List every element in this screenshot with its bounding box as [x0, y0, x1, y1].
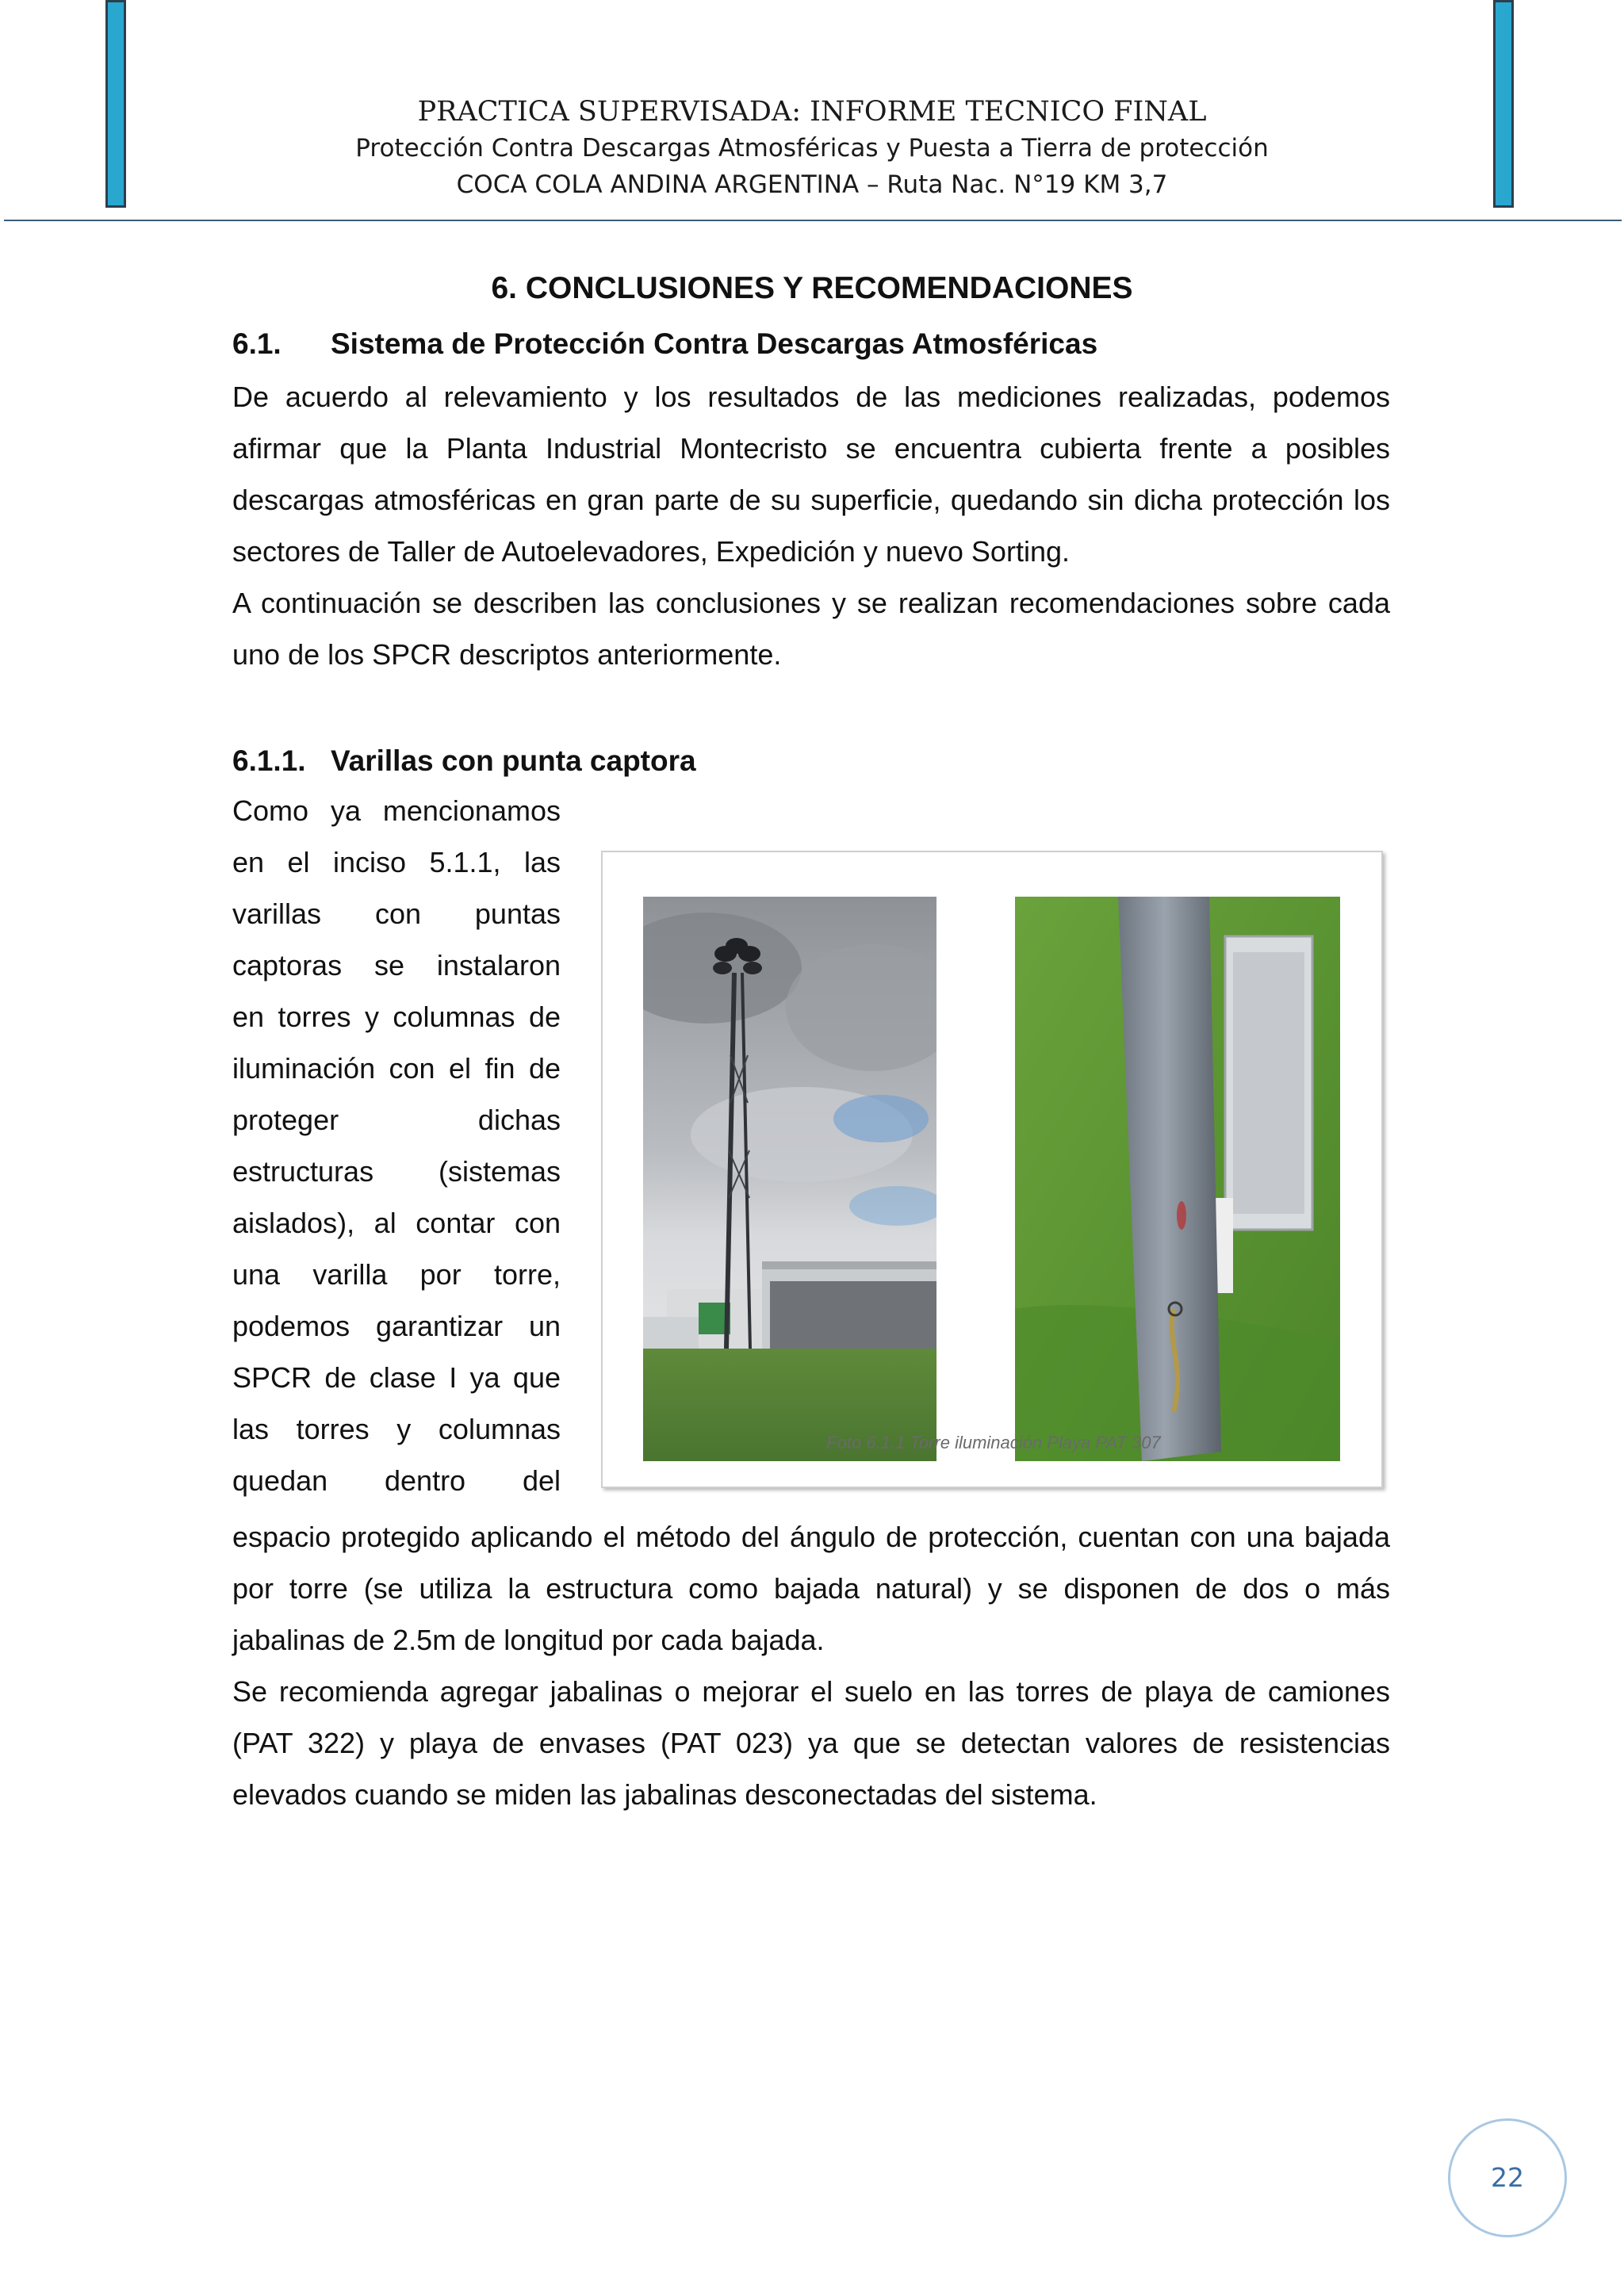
- wrapped-text-column: [232, 785, 561, 1506]
- photo-figure: [601, 851, 1383, 1488]
- wrapped-text-line: SPCR de clase I ya que: [232, 1361, 561, 1394]
- wrapped-text-line: iluminación con el fin de: [232, 1052, 561, 1085]
- lighting-tower-photo: [643, 897, 936, 1461]
- subsection-number: 6.1.: [232, 327, 282, 360]
- page-header: [0, 94, 1624, 203]
- paragraph-continuation: espacio protegido aplicando el método del ángulo de protección, cuentan con una bajada por torre (se utiliza la estructura como bajada natural) y se disponen de dos o más jabalinas de 2.5m de longitud por cada bajada.: [232, 1521, 1390, 1656]
- header-subject: Protección Contra Descargas Atmosféricas y Puesta a Tierra de protección: [355, 134, 1269, 163]
- section-title: 6. CONCLUSIONES Y RECOMENDACIONES: [491, 271, 1133, 305]
- paragraph-relevamiento: De acuerdo al relevamiento y los resultados de las mediciones realizadas, podemos afirmar que la Planta Industrial Montecristo se encuentra cubierta frente a posibles descargas atmosféricas en gran parte de su superficie, quedando sin dicha protección los sectores de Taller de Autoelevadores, Expedición y nuevo Sorting.: [232, 381, 1390, 568]
- wrapped-text-line: captoras se instalaron: [232, 949, 561, 982]
- figure-caption: Foto 6.1.1 Torre iluminación Playa PAT 307: [826, 1433, 1161, 1452]
- wrapped-text-line: en torres y columnas de: [232, 1001, 561, 1033]
- wrapped-text-line: Como ya mencionamos: [232, 794, 561, 827]
- subsubsection-title: Varillas con punta captora: [331, 744, 696, 777]
- wrapped-text-line: una varilla por torre,: [232, 1258, 561, 1291]
- header-company-location: COCA COLA ANDINA ARGENTINA – Ruta Nac. N°19 KM 3,7: [456, 170, 1168, 199]
- header-report-title: PRACTICA SUPERVISADA: INFORME TECNICO FINAL: [417, 96, 1207, 128]
- subsubsection-number: 6.1.1.: [232, 744, 306, 777]
- subsection-heading: [232, 323, 1390, 365]
- paragraph-recomendacion: Se recomienda agregar jabalinas o mejorar el suelo en las torres de playa de camiones (PAT 322) y playa de envases (PAT 023) ya que se detectan valores de resistencias elevados cuando se miden las jabalinas desconectadas del sistema.: [232, 1675, 1390, 1811]
- page-number: 22: [1491, 2162, 1524, 2193]
- wrapped-text-line: estructuras (sistemas: [232, 1155, 561, 1188]
- wrapped-text-line: las torres y columnas: [232, 1413, 561, 1445]
- header-divider: [4, 220, 1622, 221]
- paragraph-introduccion-conclusiones: A continuación se describen las conclusiones y se realizan recomendaciones sobre cada uno de los SPCR descriptos anteriormente.: [232, 587, 1390, 671]
- wrapped-text-line: en el inciso 5.1.1, las: [232, 846, 561, 878]
- wrapped-text-line: varillas con puntas: [232, 897, 561, 930]
- subsection-title: Sistema de Protección Contra Descargas Atmosféricas: [331, 327, 1098, 360]
- grounding-pole-photo: [1015, 897, 1340, 1461]
- page-number-badge: [1448, 2118, 1567, 2237]
- wrapped-text-line: podemos garantizar un: [232, 1310, 561, 1342]
- wrapped-text-line: proteger dichas: [232, 1104, 561, 1136]
- wrapped-text-line: quedan dentro del: [232, 1464, 561, 1497]
- grounding-pole-photo-image: [1015, 897, 1340, 1461]
- lighting-tower-photo-image: [643, 897, 936, 1461]
- subsubsection-heading: [232, 740, 1390, 782]
- wrapped-text-line: aislados), al contar con: [232, 1207, 561, 1239]
